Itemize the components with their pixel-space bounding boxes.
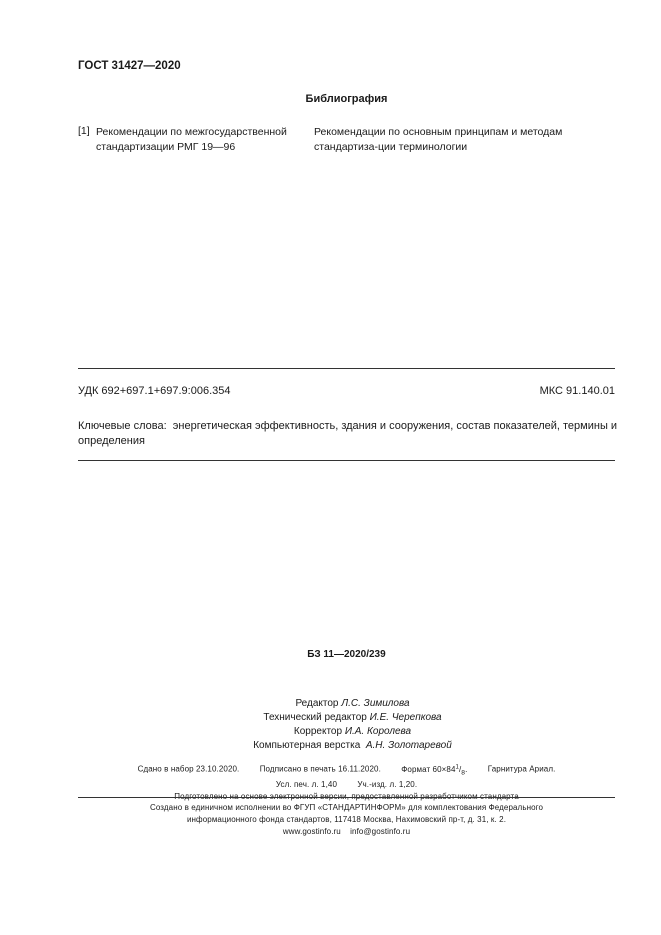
print-format: Формат $60\times 84^1/_8$. [401,764,468,777]
created-line-2: информационного фонда стандартов, 117418 Москва, Нахимовский пр-т, д. 31, к. 2. [186,815,507,824]
divider-top [78,368,615,369]
credit-person: А.Н. Золотаревой [365,740,452,751]
website-link[interactable]: www.gostinfo.ru [282,827,341,836]
reference-source: Рекомендации по межгосударственной стандартизации РМГ 19—96 [96,126,287,153]
divider-imprint [78,797,615,798]
print-sheets: Усл. печ. л. 1,40 [275,780,338,790]
udk-code: УДК 692+697.1+697.9:006.354 [78,385,231,397]
bz-number: БЗ 11—2020/239 [307,649,386,660]
created-line-1: Создано в единичном исполнении во ФГУП «СТАНДАРТИНФОРМ» для комплектования Федерального [149,803,544,812]
credit-role: Редактор [295,698,339,709]
credits-block [0,697,661,753]
print-typeface: Гарнитура Ариал. [487,764,556,774]
reference-number: [1] [78,125,90,137]
print-line-2 [32,779,661,791]
credit-role: Технический редактор [263,712,367,723]
keywords [78,419,618,449]
print-signed: Подписано в печать 16.11.2020. [259,764,381,774]
created-contacts [32,826,661,838]
email-link[interactable]: info@gostinfo.ru [350,827,411,836]
credit-editor [44,697,661,711]
credit-role: Корректор [293,726,343,737]
divider-bottom [78,460,615,461]
publisher-sheets: Уч.-изд. л. 1,20. [357,780,418,790]
reference-title: Рекомендации по основным принципам и методам стандартиза-ции терминологии [314,126,563,153]
credit-person: И.А. Королева [344,726,412,737]
bibliography-title: Библиография [305,93,388,105]
keywords-text: энергетическая эффективность, здания и сооружения, состав показателей, термины и определения [78,420,618,447]
credit-layout [44,739,661,753]
created-info [0,802,661,838]
credit-tech-editor [44,711,661,725]
print-prepared: Подготовлено на основе электронной версии, предоставленной разработчиком стандарта [174,792,519,802]
print-submitted: Сдано в набор 23.10.2020. [137,764,240,774]
credit-person: Л.С. Зимилова [341,698,410,709]
print-line-1 [32,761,661,779]
keywords-label: Ключевые слова: [78,420,167,432]
credit-person: И.Е. Черепкова [369,712,442,723]
credit-corrector [44,725,661,739]
standard-number: ГОСТ 31427—2020 [78,60,181,72]
mks-code: МКС 91.140.01 [539,385,615,397]
credit-role: Компьютерная верстка [253,740,361,751]
